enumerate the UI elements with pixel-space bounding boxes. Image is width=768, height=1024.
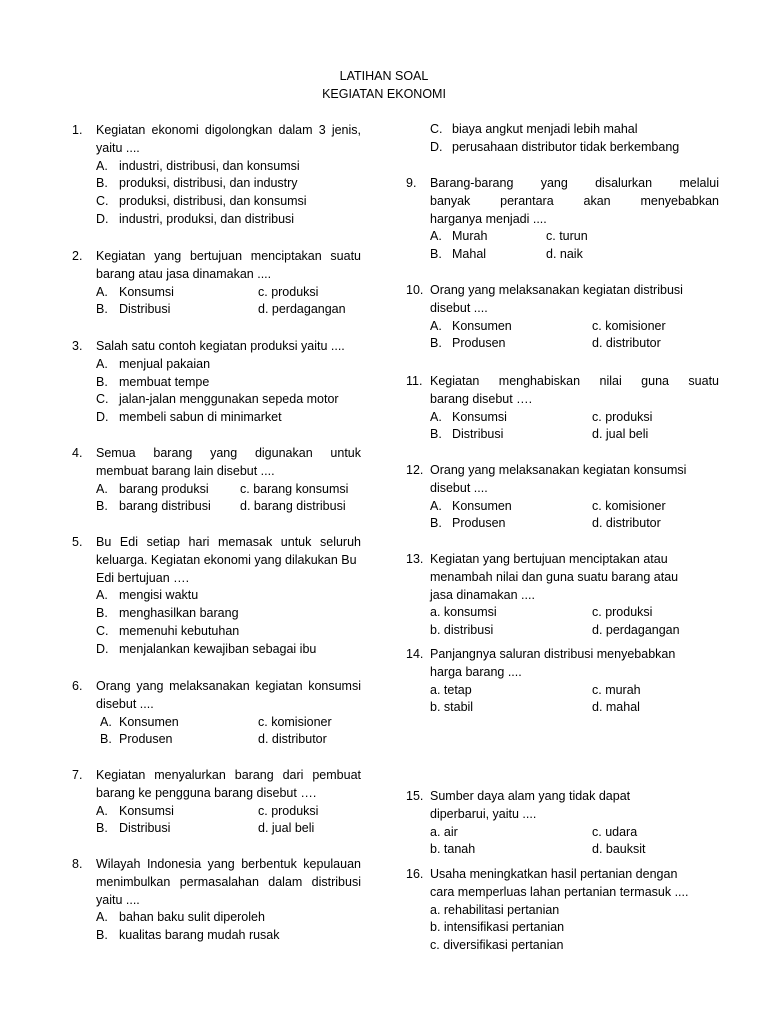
question-stem <box>430 175 719 228</box>
option-text: industri, produksi, dan distribusi <box>119 212 295 226</box>
option-text: Konsumen <box>452 318 512 333</box>
question-stem-line: banyak perantara akan menyebabkan <box>430 193 719 208</box>
question-number: 1. <box>72 123 83 137</box>
option-letter: D. <box>96 410 109 425</box>
answer-option: c. diversifikasi pertanian <box>430 938 564 953</box>
answer-option: c. komisioner <box>592 318 666 333</box>
option-letter: A. <box>430 318 442 333</box>
option-letter: A. <box>96 284 108 299</box>
question-number: 11. <box>406 374 423 388</box>
option-text: mengisi waktu <box>119 588 199 603</box>
question-stem-line: Orang yang melaksanakan kegiatan konsumsi <box>96 679 361 693</box>
question-stem-line: barang atau jasa dinamakan .... <box>96 266 272 281</box>
question-stem-line: Edi bertujuan …. <box>96 570 190 585</box>
question-stem-line: Sumber daya alam yang tidak dapat <box>430 789 631 803</box>
option-letter: A. <box>100 714 112 729</box>
option-text: menghasilkan barang <box>119 606 239 621</box>
title-line-1: LATIHAN SOAL <box>339 69 429 83</box>
option-text: Konsumsi <box>119 803 174 818</box>
question-stem-line: cara memperluas lahan pertanian termasuk .... <box>430 884 689 899</box>
option-letter: C. <box>96 624 109 638</box>
question-stem-line: Panjangnya saluran distribusi menyebabkan <box>430 647 676 661</box>
question-stem-line: Barang-barang yang disalurkan melalui <box>430 176 719 190</box>
answer-option: c. barang konsumsi <box>240 481 349 496</box>
answer-option: b. intensifikasi pertanian <box>430 920 565 935</box>
question-number: 6. <box>72 679 83 693</box>
question-number: 9. <box>406 176 417 190</box>
option-letter: B. <box>96 499 108 514</box>
question-stem-line: disebut .... <box>96 696 154 711</box>
option-letter: B. <box>430 516 442 531</box>
option-text: jalan-jalan menggunakan sepeda motor <box>119 392 339 407</box>
option-text: Distribusi <box>452 427 504 442</box>
question-number: 8. <box>72 857 83 871</box>
question-stem-line: barang disebut …. <box>430 391 533 406</box>
question-stem <box>430 551 719 604</box>
answer-option: b. stabil <box>430 700 474 715</box>
question-stem <box>96 338 361 356</box>
option-letter: D. <box>96 641 109 656</box>
question-stem <box>96 122 361 158</box>
question-number: 15. <box>406 789 424 803</box>
question-number: 13. <box>406 552 424 566</box>
option-letter: B. <box>96 821 108 836</box>
option-text: Konsumen <box>452 498 512 513</box>
option-letter: B. <box>430 336 442 351</box>
option-text: biaya angkut menjadi lebih mahal <box>452 122 638 136</box>
option-text: Murah <box>452 229 488 244</box>
question-stem-line: disebut .... <box>430 300 488 315</box>
option-text: Produsen <box>452 336 506 351</box>
option-text: bahan baku sulit diperoleh <box>119 910 265 925</box>
answer-option: c. produksi <box>592 605 653 620</box>
option-text: memenuhi kebutuhan <box>119 624 240 638</box>
question-stem-line: Wilayah Indonesia yang berbentuk kepulauan <box>96 857 361 871</box>
option-letter: B. <box>430 247 442 262</box>
question-stem-line: Kegiatan yang bertujuan menciptakan suatu <box>96 249 361 263</box>
title-line-2: KEGIATAN EKONOMI <box>322 87 446 101</box>
option-letter: B. <box>96 928 108 943</box>
question-stem-line: yaitu .... <box>96 892 140 907</box>
option-letter: B. <box>100 732 112 747</box>
answer-option: a. konsumsi <box>430 605 497 620</box>
question-stem <box>430 373 719 409</box>
answer-option: c. komisioner <box>592 498 666 513</box>
option-letter: C. <box>96 392 109 407</box>
question-stem-line: Kegiatan yang bertujuan menciptakan atau <box>430 552 668 566</box>
option-letter: A. <box>96 481 108 496</box>
option-text: Distribusi <box>119 821 171 836</box>
option-letter: A. <box>96 588 108 603</box>
question-stem-line: Kegiatan menghabiskan nilai guna suatu <box>430 374 719 388</box>
question-stem-line: Kegiatan menyalurkan barang dari pembuat <box>96 768 361 782</box>
option-text: Konsumsi <box>452 409 507 424</box>
option-text: menjalankan kewajiban sebagai ibu <box>119 641 317 656</box>
question-stem <box>430 788 719 824</box>
question-stem <box>96 678 361 714</box>
option-letter: D. <box>430 139 443 154</box>
question-stem-line: yaitu .... <box>96 140 140 155</box>
option-letter: A. <box>96 910 108 925</box>
answer-option: d. distributor <box>592 516 661 531</box>
answer-option: a. tetap <box>430 682 472 697</box>
option-text: Distribusi <box>119 302 171 317</box>
option-text: Mahal <box>452 247 487 262</box>
option-letter: B. <box>96 176 108 191</box>
answer-option: a. air <box>430 824 458 839</box>
question-stem-line: keluarga. Kegiatan ekonomi yang dilakukan Bu <box>96 552 357 567</box>
question-number: 12. <box>406 463 424 477</box>
option-text: perusahaan distributor tidak berkembang <box>452 139 680 154</box>
question-stem-line: menimbulkan permasalahan dalam distribusi <box>96 874 361 889</box>
question-number: 2. <box>72 249 83 263</box>
answer-option: c. produksi <box>258 803 319 818</box>
question-stem-line: harganya menjadi .... <box>430 211 547 226</box>
question-stem <box>430 646 719 682</box>
answer-option: d. distributor <box>258 732 327 747</box>
question-stem-line: Bu Edi setiap hari memasak untuk seluruh <box>96 535 361 549</box>
question-stem-line: menambah nilai dan guna suatu barang atau <box>430 569 679 584</box>
question-number: 5. <box>72 535 83 549</box>
question-number: 4. <box>72 446 83 460</box>
question-stem-line: Orang yang melaksanakan kegiatan konsumsi <box>430 463 687 477</box>
answer-option: d. barang distribusi <box>240 499 346 514</box>
answer-option: d. mahal <box>592 700 640 715</box>
question-stem-line: Salah satu contoh kegiatan produksi yaitu .... <box>96 339 345 353</box>
question-stem <box>430 282 719 318</box>
option-text: Konsumsi <box>119 284 174 299</box>
option-letter: A. <box>96 803 108 818</box>
option-letter: A. <box>430 498 442 513</box>
option-letter: A. <box>430 229 442 244</box>
question-number: 7. <box>72 768 83 782</box>
question-number: 16. <box>406 867 424 881</box>
option-text: produksi, distribusi, dan industry <box>119 176 298 191</box>
option-text: barang produksi <box>119 481 209 496</box>
answer-option: d. jual beli <box>592 427 649 442</box>
option-letter: A. <box>96 158 108 173</box>
option-letter: C. <box>430 122 443 136</box>
option-text: menjual pakaian <box>119 356 211 371</box>
option-letter: D. <box>96 212 109 226</box>
question-stem-line: jasa dinamakan .... <box>430 587 535 602</box>
answer-option: c. udara <box>592 824 638 839</box>
question-stem-line: Orang yang melaksanakan kegiatan distribusi <box>430 283 683 297</box>
option-text: membuat tempe <box>119 374 210 389</box>
option-letter: B. <box>96 606 108 621</box>
option-letter: B. <box>96 302 108 317</box>
answer-option: d. bauksit <box>592 842 646 857</box>
option-letter: C. <box>96 194 109 209</box>
question-stem-line: diperbarui, yaitu .... <box>430 806 537 821</box>
answer-option: c. produksi <box>592 409 653 424</box>
question-stem-line: Kegiatan ekonomi digolongkan dalam 3 jenis, <box>96 123 361 137</box>
option-letter: B. <box>96 374 108 389</box>
question-stem <box>96 248 361 284</box>
answer-option: c. produksi <box>258 284 319 299</box>
question-number: 14. <box>406 647 424 661</box>
option-text: produksi, distribusi, dan konsumsi <box>119 194 307 209</box>
question-stem-line: Semua barang yang digunakan untuk <box>96 446 361 460</box>
question-stem-line: harga barang .... <box>430 664 522 679</box>
question-stem <box>96 445 361 481</box>
option-text: Konsumen <box>119 714 179 729</box>
answer-option: b. tanah <box>430 842 476 857</box>
option-text: industri, distribusi, dan konsumsi <box>119 158 300 173</box>
answer-option: d. distributor <box>592 336 661 351</box>
answer-option: c. komisioner <box>258 714 332 729</box>
answer-option: d. jual beli <box>258 821 315 836</box>
answer-option: a. rehabilitasi pertanian <box>430 902 560 917</box>
answer-option: d. perdagangan <box>592 623 680 638</box>
option-letter: B. <box>430 427 442 442</box>
option-letter: A. <box>430 409 442 424</box>
option-text: Produsen <box>119 732 173 747</box>
answer-option: d. naik <box>546 247 583 262</box>
question-number: 3. <box>72 339 83 353</box>
question-stem-line: barang ke pengguna barang disebut …. <box>96 785 317 800</box>
option-letter: A. <box>96 356 108 371</box>
question-stem <box>96 856 361 909</box>
question-stem-line: Usaha meningkatkan hasil pertanian dengan <box>430 867 678 881</box>
answer-option: c. turun <box>546 229 588 244</box>
question-number: 10. <box>406 283 424 297</box>
question-stem <box>430 866 719 902</box>
question-stem <box>430 462 719 498</box>
option-text: Produsen <box>452 516 506 531</box>
answer-option: d. perdagangan <box>258 302 346 317</box>
answer-option: c. murah <box>592 682 641 697</box>
question-stem <box>96 534 361 587</box>
option-text: membeli sabun di minimarket <box>119 410 282 425</box>
question-stem <box>96 767 361 803</box>
answer-option: b. distribusi <box>430 623 494 638</box>
question-stem-line: membuat barang lain disebut .... <box>96 463 275 478</box>
option-text: barang distribusi <box>119 499 211 514</box>
question-stem-line: disebut .... <box>430 480 488 495</box>
option-text: kualitas barang mudah rusak <box>119 928 280 943</box>
